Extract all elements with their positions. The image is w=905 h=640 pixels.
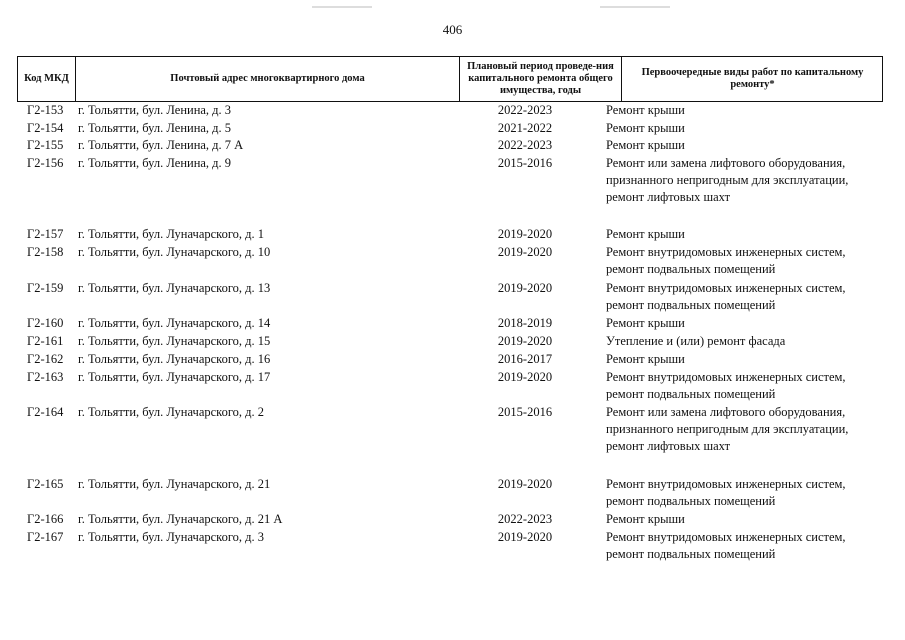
- cell-works: [606, 351, 896, 368]
- cell-address: г. Тольятти, бул. Луначарского, д. 16: [78, 352, 271, 366]
- work-line: ремонт подвальных помещений: [606, 262, 776, 276]
- cell-works: [606, 120, 896, 137]
- page-number: 406: [442, 22, 463, 37]
- cell-code: Г2-157: [27, 227, 64, 241]
- cell-period: 2019-2020: [497, 370, 553, 384]
- cell-works: [606, 476, 896, 510]
- work-line: Ремонт крыши: [606, 138, 685, 152]
- cell-period: 2019-2020: [497, 281, 553, 295]
- work-line: Ремонт крыши: [606, 103, 685, 117]
- cell-works: [606, 404, 896, 455]
- cell-period: 2016-2017: [497, 352, 553, 366]
- cell-period: 2015-2016: [497, 156, 553, 170]
- cell-code: Г2-162: [27, 352, 64, 366]
- work-line: Ремонт крыши: [606, 121, 685, 135]
- table-header: [17, 56, 883, 102]
- cell-period: 2019-2020: [497, 477, 553, 491]
- cell-address: г. Тольятти, бул. Луначарского, д. 2: [78, 405, 265, 419]
- cell-address: г. Тольятти, бул. Луначарского, д. 1: [78, 227, 265, 241]
- work-line: ремонт подвальных помещений: [606, 547, 776, 561]
- cell-works: [606, 137, 896, 154]
- work-line: Ремонт крыши: [606, 352, 685, 366]
- cell-works: [606, 280, 896, 314]
- cell-code: Г2-165: [27, 477, 64, 491]
- cell-code: Г2-163: [27, 370, 64, 384]
- work-line: ремонт подвальных помещений: [606, 387, 776, 401]
- cell-works: [606, 226, 896, 243]
- cell-code: Г2-156: [27, 156, 64, 170]
- cell-code: Г2-161: [27, 334, 64, 348]
- cell-code: Г2-158: [27, 245, 64, 259]
- work-line: Ремонт внутридомовых инженерных систем,: [606, 370, 846, 384]
- cell-works: [606, 155, 896, 206]
- scan-artifact-left: [312, 6, 372, 8]
- cell-address: г. Тольятти, бул. Луначарского, д. 17: [78, 370, 271, 384]
- work-line: ремонт подвальных помещений: [606, 298, 776, 312]
- work-line: Ремонт или замена лифтового оборудования,: [606, 405, 846, 419]
- cell-address: г. Тольятти, бул. Луначарского, д. 15: [78, 334, 271, 348]
- cell-code: Г2-164: [27, 405, 64, 419]
- cell-address: г. Тольятти, бул. Ленина, д. 7 А: [78, 138, 244, 152]
- work-line: Ремонт внутридомовых инженерных систем,: [606, 530, 846, 544]
- cell-address: г. Тольятти, бул. Луначарского, д. 3: [78, 530, 265, 544]
- cell-works: [606, 102, 896, 119]
- cell-address: г. Тольятти, бул. Ленина, д. 3: [78, 103, 232, 117]
- cell-code: Г2-153: [27, 103, 64, 117]
- work-line: Утепление и (или) ремонт фасада: [606, 334, 786, 348]
- cell-address: г. Тольятти, бул. Луначарского, д. 21: [78, 477, 271, 491]
- cell-period: 2022-2023: [497, 512, 553, 526]
- header-code: Код МКД: [18, 57, 76, 101]
- cell-address: г. Тольятти, бул. Луначарского, д. 14: [78, 316, 271, 330]
- cell-period: 2021-2022: [497, 121, 553, 135]
- cell-works: [606, 333, 896, 350]
- cell-period: 2019-2020: [497, 227, 553, 241]
- cell-code: Г2-154: [27, 121, 64, 135]
- cell-address: г. Тольятти, бул. Луначарского, д. 10: [78, 245, 271, 259]
- cell-address: г. Тольятти, бул. Луначарского, д. 21 А: [78, 512, 283, 526]
- cell-code: Г2-155: [27, 138, 64, 152]
- work-line: Ремонт внутридомовых инженерных систем,: [606, 281, 846, 295]
- cell-works: [606, 244, 896, 278]
- cell-address: г. Тольятти, бул. Ленина, д. 5: [78, 121, 232, 135]
- cell-code: Г2-160: [27, 316, 64, 330]
- work-line: Ремонт крыши: [606, 512, 685, 526]
- work-line: ремонт лифтовых шахт: [606, 190, 731, 204]
- cell-period: 2019-2020: [497, 334, 553, 348]
- work-line: признанного непригодным для эксплуатации,: [606, 422, 849, 436]
- cell-period: 2022-2023: [497, 103, 553, 117]
- work-line: Ремонт крыши: [606, 227, 685, 241]
- cell-code: Г2-167: [27, 530, 64, 544]
- cell-period: 2015-2016: [497, 405, 553, 419]
- scan-artifact-right: [600, 6, 670, 8]
- work-line: Ремонт или замена лифтового оборудования,: [606, 156, 846, 170]
- cell-period: 2018-2019: [497, 316, 553, 330]
- cell-period: 2019-2020: [497, 530, 553, 544]
- cell-period: 2022-2023: [497, 138, 553, 152]
- cell-address: г. Тольятти, бул. Луначарского, д. 13: [78, 281, 271, 295]
- cell-works: [606, 369, 896, 403]
- header-works: Первоочередные виды работ по капитальному ремонту*: [641, 67, 864, 90]
- cell-works: [606, 315, 896, 332]
- cell-period: 2019-2020: [497, 245, 553, 259]
- work-line: Ремонт внутридомовых инженерных систем,: [606, 245, 846, 259]
- cell-code: Г2-166: [27, 512, 64, 526]
- work-line: признанного непригодным для эксплуатации,: [606, 173, 849, 187]
- work-line: ремонт подвальных помещений: [606, 494, 776, 508]
- cell-address: г. Тольятти, бул. Ленина, д. 9: [78, 156, 232, 170]
- cell-code: Г2-159: [27, 281, 64, 295]
- work-line: Ремонт внутридомовых инженерных систем,: [606, 477, 846, 491]
- cell-works: [606, 529, 896, 563]
- header-period: Плановый период проведе-ния капитального ремонта общего имущества, годы: [460, 57, 622, 101]
- work-line: ремонт лифтовых шахт: [606, 439, 731, 453]
- header-address: Почтовый адрес многоквартирного дома: [76, 57, 460, 101]
- work-line: Ремонт крыши: [606, 316, 685, 330]
- cell-works: [606, 511, 896, 528]
